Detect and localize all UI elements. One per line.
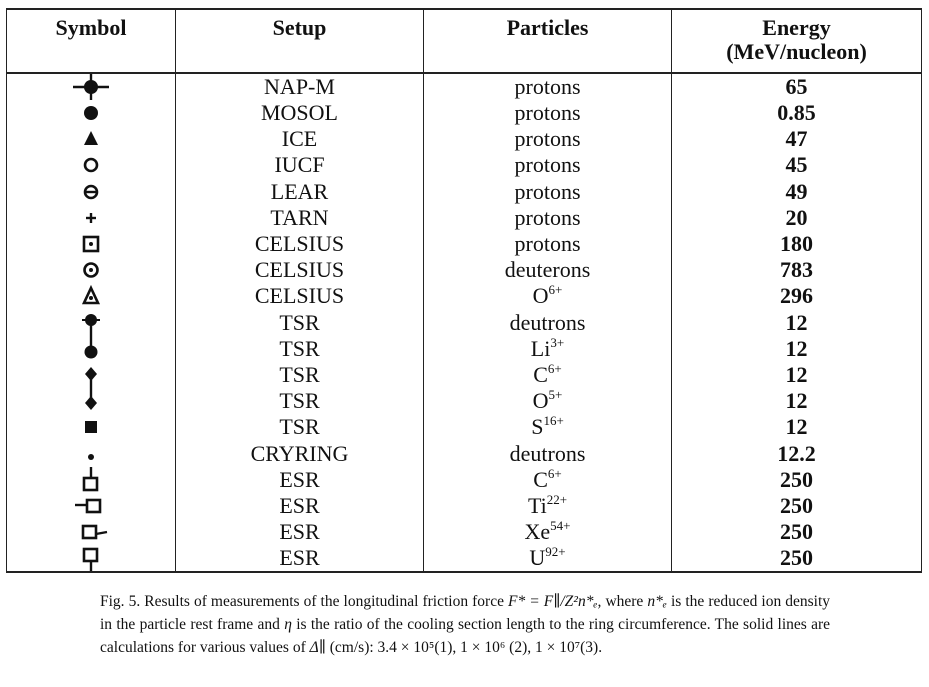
charge-state: 3+ (550, 334, 565, 350)
particles-cell (424, 205, 672, 231)
particles-cell (424, 414, 672, 440)
filled-circle-tick-down-icon (71, 310, 111, 336)
setup-cell: CELSIUS (176, 257, 424, 283)
energy-cell: 12.2 (672, 440, 922, 466)
table-row (7, 467, 922, 493)
caption-text-3: is the reduced ion density in the particle rest frame and (100, 593, 831, 633)
table-row (7, 545, 922, 572)
energy-cell: 47 (672, 126, 922, 152)
charge-state: 92+ (545, 544, 566, 560)
header-particles (424, 9, 672, 73)
caption-symbol-ne: n*ₑ (647, 593, 667, 610)
symbol-cell (7, 100, 176, 126)
charge-state: 16+ (543, 413, 564, 429)
small-dot-icon (71, 441, 111, 467)
particles-cell (424, 126, 672, 152)
table-row (7, 493, 922, 519)
open-square-tick-right-icon (71, 519, 111, 545)
particles-cell (424, 336, 672, 362)
setup-cell: TSR (176, 310, 424, 336)
particle-name: Li (530, 335, 551, 361)
energy-cell: 783 (672, 257, 922, 283)
symbol-cell (7, 388, 176, 414)
particle-name: C (533, 466, 548, 492)
particle-name: protons (514, 231, 581, 257)
particles-cell (424, 388, 672, 414)
table-row (7, 388, 922, 414)
symbol-cell (7, 467, 176, 493)
energy-cell: 250 (672, 493, 922, 519)
filled-square-icon (71, 414, 111, 440)
caption-symbol-delta: Δ∥ (309, 639, 326, 656)
particle-name: deutrons (509, 440, 586, 466)
filled-diamond-tick-icon (71, 362, 111, 388)
circle-minus-icon (71, 179, 111, 205)
open-circle-icon (71, 152, 111, 178)
particles-cell (424, 362, 672, 388)
plus-icon (71, 205, 111, 231)
table-row (7, 205, 922, 231)
symbol-cell (7, 493, 176, 519)
setup-cell: ESR (176, 545, 424, 572)
setup-cell: TARN (176, 205, 424, 231)
particles-cell (424, 545, 672, 572)
header-setup-label: Setup (272, 15, 327, 40)
header-energy-label: Energy (762, 15, 831, 40)
energy-cell: 20 (672, 205, 922, 231)
results-table (6, 8, 922, 573)
particles-cell (424, 519, 672, 545)
table-row (7, 414, 922, 440)
particle-name: O (532, 388, 549, 414)
setup-cell: ESR (176, 493, 424, 519)
caption-text-5: (cm/s): 3.4 × 10⁵(1), 1 × 10⁶ (2), 1 × 10⁷(3). (329, 639, 603, 656)
charge-state: 6+ (548, 282, 563, 298)
energy-cell: 12 (672, 414, 922, 440)
symbol-cell (7, 519, 176, 545)
setup-cell: ESR (176, 519, 424, 545)
symbol-cell (7, 336, 176, 362)
particle-name: protons (514, 152, 581, 178)
particle-name: protons (514, 204, 581, 230)
charge-state: 22+ (546, 491, 568, 507)
setup-cell: TSR (176, 336, 424, 362)
energy-cell: 12 (672, 310, 922, 336)
setup-cell: CRYRING (176, 440, 424, 466)
table-row (7, 310, 922, 336)
table-row (7, 73, 922, 100)
header-particles-label: Particles (506, 15, 589, 40)
particle-name: deuterons (504, 257, 591, 283)
figure-caption (100, 590, 830, 659)
charge-state: 6+ (547, 465, 562, 481)
symbol-cell (7, 126, 176, 152)
symbol-cell (7, 231, 176, 257)
particle-name: Ti (527, 492, 547, 518)
particle-name: protons (514, 74, 581, 99)
symbol-cell (7, 257, 176, 283)
filled-diamond-tick-up-icon (71, 388, 111, 414)
table-row (7, 257, 922, 283)
setup-cell: IUCF (176, 152, 424, 178)
triangle-dot-icon (71, 283, 111, 309)
energy-cell: 296 (672, 283, 922, 309)
charge-state: 6+ (547, 360, 562, 376)
particles-cell (424, 310, 672, 336)
energy-cell: 12 (672, 388, 922, 414)
particles-cell (424, 179, 672, 205)
table-row (7, 179, 922, 205)
particle-name: deutrons (509, 309, 586, 335)
table-row (7, 152, 922, 178)
open-square-tick-down-icon (71, 545, 111, 571)
setup-cell: MOSOL (176, 100, 424, 126)
particle-name: C (533, 361, 548, 387)
setup-cell: ESR (176, 467, 424, 493)
symbol-cell (7, 310, 176, 336)
caption-formula-force: F* = F∥/Z²n*ₑ, (508, 593, 602, 610)
symbol-cell (7, 440, 176, 466)
particle-name: O (532, 283, 549, 309)
setup-cell: ICE (176, 126, 424, 152)
energy-cell: 12 (672, 362, 922, 388)
table-row (7, 336, 922, 362)
symbol-cell (7, 362, 176, 388)
table-header-row (7, 9, 922, 73)
particles-cell (424, 440, 672, 466)
particles-cell (424, 257, 672, 283)
energy-cell: 180 (672, 231, 922, 257)
filled-circle-tick-up-icon (71, 336, 111, 362)
circle-dot-icon (71, 257, 111, 283)
energy-cell: 45 (672, 152, 922, 178)
table-row (7, 519, 922, 545)
caption-text-4: is the ratio of the cooling section length to the ring circumference. The solid lines are calculations for various values of (100, 616, 831, 656)
setup-cell: NAP-M (176, 73, 424, 100)
particle-name: protons (514, 100, 581, 126)
header-symbol (7, 9, 176, 73)
symbol-cell (7, 179, 176, 205)
symbol-cell (7, 152, 176, 178)
caption-label: Fig. 5. (100, 593, 141, 610)
symbol-cell (7, 73, 176, 100)
symbol-cell (7, 283, 176, 309)
table-row (7, 126, 922, 152)
energy-cell: 0.85 (672, 100, 922, 126)
energy-cell: 250 (672, 519, 922, 545)
energy-cell: 250 (672, 467, 922, 493)
particles-cell (424, 467, 672, 493)
table-row (7, 100, 922, 126)
particle-name: Xe (524, 519, 551, 545)
particle-name: protons (514, 178, 581, 204)
filled-circle-cross-icon (71, 74, 111, 100)
table-row (7, 362, 922, 388)
table-body (7, 73, 922, 572)
energy-cell: 12 (672, 336, 922, 362)
caption-text-2: where (605, 593, 644, 610)
square-dot-icon (71, 231, 111, 257)
symbol-cell (7, 414, 176, 440)
symbol-cell (7, 545, 176, 572)
particle-name: protons (514, 126, 581, 152)
open-square-tick-left-icon (71, 493, 111, 519)
particle-name: S (531, 414, 544, 440)
energy-cell: 49 (672, 179, 922, 205)
filled-triangle-icon (71, 126, 111, 152)
particles-cell (424, 100, 672, 126)
energy-cell: 65 (672, 73, 922, 100)
open-square-tick-up-icon (71, 467, 111, 493)
particle-name: U (529, 545, 546, 571)
particles-cell (424, 231, 672, 257)
particles-cell (424, 283, 672, 309)
charge-state: 5+ (548, 387, 563, 403)
particles-cell (424, 73, 672, 100)
header-setup (176, 9, 424, 73)
setup-cell: CELSIUS (176, 231, 424, 257)
table-row (7, 231, 922, 257)
setup-cell: TSR (176, 414, 424, 440)
table-row (7, 440, 922, 466)
symbol-cell (7, 205, 176, 231)
caption-text-1: Results of measurements of the longitudinal friction force (144, 593, 504, 610)
header-energy (672, 9, 922, 73)
particles-cell (424, 152, 672, 178)
header-energy-unit: (MeV/nucleon) (726, 39, 867, 64)
filled-circle-icon (71, 100, 111, 126)
table-row (7, 283, 922, 309)
setup-cell: TSR (176, 388, 424, 414)
setup-cell: TSR (176, 362, 424, 388)
charge-state: 54+ (550, 518, 571, 534)
setup-cell: CELSIUS (176, 283, 424, 309)
header-symbol-label: Symbol (55, 15, 127, 40)
particles-cell (424, 493, 672, 519)
caption-symbol-eta: η (284, 616, 292, 633)
setup-cell: LEAR (176, 179, 424, 205)
energy-cell: 250 (672, 545, 922, 572)
